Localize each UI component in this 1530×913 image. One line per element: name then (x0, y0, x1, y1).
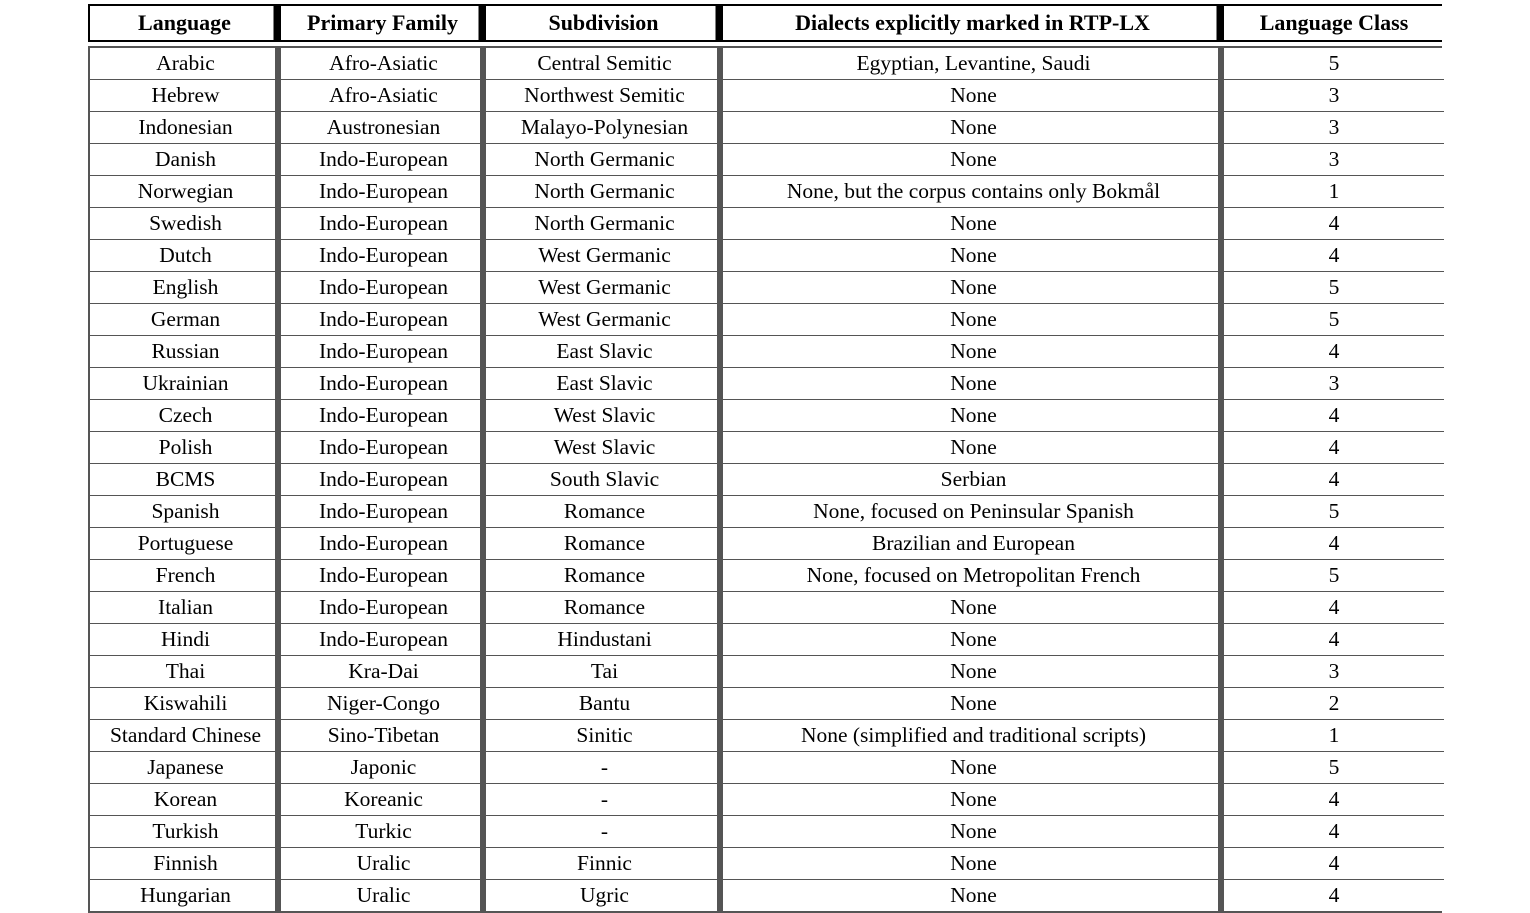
cell-dialects: None (723, 80, 1224, 112)
cell-class: 4 (1224, 848, 1444, 880)
column-header-family: Primary Family (281, 6, 486, 40)
cell-subdivision: East Slavic (486, 336, 723, 368)
cell-dialects: Egyptian, Levantine, Saudi (723, 48, 1224, 80)
cell-language: Hungarian (90, 880, 281, 911)
cell-class: 3 (1224, 656, 1444, 688)
cell-family: Indo-European (281, 336, 486, 368)
cell-subdivision: Romance (486, 496, 723, 528)
cell-family: Niger-Congo (281, 688, 486, 720)
table-row (90, 688, 1444, 720)
cell-class: 5 (1224, 304, 1444, 336)
cell-class: 3 (1224, 368, 1444, 400)
table-header (90, 6, 1444, 40)
cell-dialects: None (723, 144, 1224, 176)
cell-family: Indo-European (281, 304, 486, 336)
table-row (90, 48, 1444, 80)
cell-class: 4 (1224, 624, 1444, 656)
cell-language: Japanese (90, 752, 281, 784)
cell-dialects: None (723, 336, 1224, 368)
cell-family: Indo-European (281, 272, 486, 304)
cell-language: Polish (90, 432, 281, 464)
cell-language: Turkish (90, 816, 281, 848)
cell-class: 3 (1224, 144, 1444, 176)
column-header-class: Language Class (1224, 6, 1444, 40)
cell-language: Kiswahili (90, 688, 281, 720)
cell-dialects: None (723, 656, 1224, 688)
cell-dialects: None (723, 688, 1224, 720)
cell-family: Indo-European (281, 240, 486, 272)
cell-family: Indo-European (281, 624, 486, 656)
cell-dialects: None (723, 784, 1224, 816)
cell-subdivision: Romance (486, 560, 723, 592)
cell-class: 3 (1224, 80, 1444, 112)
cell-family: Indo-European (281, 496, 486, 528)
cell-family: Indo-European (281, 560, 486, 592)
cell-language: Danish (90, 144, 281, 176)
cell-dialects: None (723, 432, 1224, 464)
cell-class: 4 (1224, 336, 1444, 368)
cell-class: 5 (1224, 48, 1444, 80)
cell-language: Thai (90, 656, 281, 688)
cell-family: Indo-European (281, 464, 486, 496)
cell-family: Austronesian (281, 112, 486, 144)
cell-family: Afro-Asiatic (281, 80, 486, 112)
cell-class: 4 (1224, 400, 1444, 432)
cell-subdivision: West Slavic (486, 400, 723, 432)
cell-subdivision: Central Semitic (486, 48, 723, 80)
table-body-block (88, 46, 1442, 913)
cell-class: 4 (1224, 208, 1444, 240)
cell-subdivision: - (486, 816, 723, 848)
cell-language: Norwegian (90, 176, 281, 208)
cell-family: Indo-European (281, 528, 486, 560)
cell-family: Afro-Asiatic (281, 48, 486, 80)
cell-subdivision: South Slavic (486, 464, 723, 496)
cell-subdivision: Finnic (486, 848, 723, 880)
table-row (90, 336, 1444, 368)
cell-class: 5 (1224, 560, 1444, 592)
cell-language: Finnish (90, 848, 281, 880)
cell-family: Uralic (281, 848, 486, 880)
cell-dialects: None (723, 624, 1224, 656)
cell-family: Indo-European (281, 208, 486, 240)
cell-language: Korean (90, 784, 281, 816)
cell-language: Standard Chinese (90, 720, 281, 752)
cell-dialects: None (723, 816, 1224, 848)
cell-dialects: None, but the corpus contains only Bokmål (723, 176, 1224, 208)
table-row (90, 560, 1444, 592)
cell-dialects: None (723, 272, 1224, 304)
cell-class: 4 (1224, 240, 1444, 272)
cell-dialects: None (723, 752, 1224, 784)
cell-subdivision: Romance (486, 592, 723, 624)
table-row (90, 208, 1444, 240)
cell-family: Uralic (281, 880, 486, 911)
cell-subdivision: Malayo-Polynesian (486, 112, 723, 144)
table-body (90, 48, 1444, 911)
cell-family: Indo-European (281, 592, 486, 624)
table-row (90, 656, 1444, 688)
cell-class: 4 (1224, 592, 1444, 624)
cell-language: Spanish (90, 496, 281, 528)
cell-subdivision: East Slavic (486, 368, 723, 400)
cell-class: 4 (1224, 528, 1444, 560)
cell-subdivision: West Germanic (486, 272, 723, 304)
table-row (90, 304, 1444, 336)
table-row (90, 400, 1444, 432)
cell-subdivision: - (486, 752, 723, 784)
cell-subdivision: West Slavic (486, 432, 723, 464)
cell-language: Dutch (90, 240, 281, 272)
cell-language: English (90, 272, 281, 304)
cell-language: Portuguese (90, 528, 281, 560)
cell-subdivision: Sinitic (486, 720, 723, 752)
cell-class: 4 (1224, 784, 1444, 816)
cell-class: 4 (1224, 816, 1444, 848)
table-row (90, 432, 1444, 464)
cell-dialects: Serbian (723, 464, 1224, 496)
cell-class: 1 (1224, 176, 1444, 208)
table-row (90, 240, 1444, 272)
cell-subdivision: West Germanic (486, 240, 723, 272)
cell-family: Kra-Dai (281, 656, 486, 688)
cell-subdivision: North Germanic (486, 144, 723, 176)
cell-class: 3 (1224, 112, 1444, 144)
cell-language: BCMS (90, 464, 281, 496)
table-row (90, 624, 1444, 656)
cell-class: 4 (1224, 432, 1444, 464)
cell-dialects: None (723, 112, 1224, 144)
cell-dialects: Brazilian and European (723, 528, 1224, 560)
cell-class: 5 (1224, 496, 1444, 528)
cell-language: Italian (90, 592, 281, 624)
column-header-subdivision: Subdivision (486, 6, 723, 40)
cell-family: Japonic (281, 752, 486, 784)
cell-subdivision: North Germanic (486, 208, 723, 240)
cell-subdivision: Tai (486, 656, 723, 688)
cell-dialects: None (723, 368, 1224, 400)
cell-dialects: None, focused on Metropolitan French (723, 560, 1224, 592)
cell-class: 2 (1224, 688, 1444, 720)
cell-family: Indo-European (281, 176, 486, 208)
cell-family: Indo-European (281, 400, 486, 432)
table-header-block (88, 4, 1442, 42)
table-row (90, 80, 1444, 112)
cell-dialects: None (723, 304, 1224, 336)
cell-family: Turkic (281, 816, 486, 848)
table-row (90, 272, 1444, 304)
cell-dialects: None (723, 400, 1224, 432)
cell-subdivision: Hindustani (486, 624, 723, 656)
cell-language: Hindi (90, 624, 281, 656)
table-row (90, 880, 1444, 911)
header-row (90, 6, 1444, 40)
language-table-container (88, 4, 1442, 913)
column-header-language: Language (90, 6, 281, 40)
cell-class: 5 (1224, 752, 1444, 784)
cell-subdivision: Romance (486, 528, 723, 560)
table-row (90, 848, 1444, 880)
cell-dialects: None (723, 208, 1224, 240)
cell-dialects: None, focused on Peninsular Spanish (723, 496, 1224, 528)
cell-subdivision: West Germanic (486, 304, 723, 336)
cell-subdivision: Northwest Semitic (486, 80, 723, 112)
cell-dialects: None (723, 240, 1224, 272)
table-row (90, 368, 1444, 400)
table-row (90, 112, 1444, 144)
cell-family: Indo-European (281, 144, 486, 176)
cell-language: Swedish (90, 208, 281, 240)
cell-language: Indonesian (90, 112, 281, 144)
cell-language: Russian (90, 336, 281, 368)
cell-language: Czech (90, 400, 281, 432)
table-row (90, 144, 1444, 176)
cell-family: Indo-European (281, 368, 486, 400)
table-row (90, 464, 1444, 496)
table-row (90, 496, 1444, 528)
cell-language: German (90, 304, 281, 336)
cell-dialects: None (723, 880, 1224, 911)
cell-family: Sino-Tibetan (281, 720, 486, 752)
cell-family: Koreanic (281, 784, 486, 816)
cell-language: Arabic (90, 48, 281, 80)
cell-class: 1 (1224, 720, 1444, 752)
cell-class: 4 (1224, 464, 1444, 496)
cell-class: 5 (1224, 272, 1444, 304)
table-row (90, 816, 1444, 848)
table-row (90, 720, 1444, 752)
table-row (90, 784, 1444, 816)
table-row (90, 176, 1444, 208)
cell-subdivision: Ugric (486, 880, 723, 911)
column-header-dialects: Dialects explicitly marked in RTP-LX (723, 6, 1224, 40)
cell-subdivision: - (486, 784, 723, 816)
table-row (90, 752, 1444, 784)
cell-class: 4 (1224, 880, 1444, 911)
table-row (90, 528, 1444, 560)
cell-dialects: None (723, 592, 1224, 624)
cell-dialects: None (simplified and traditional scripts) (723, 720, 1224, 752)
cell-language: Hebrew (90, 80, 281, 112)
cell-subdivision: North Germanic (486, 176, 723, 208)
table-row (90, 592, 1444, 624)
cell-language: French (90, 560, 281, 592)
cell-subdivision: Bantu (486, 688, 723, 720)
cell-family: Indo-European (281, 432, 486, 464)
cell-dialects: None (723, 848, 1224, 880)
cell-language: Ukrainian (90, 368, 281, 400)
